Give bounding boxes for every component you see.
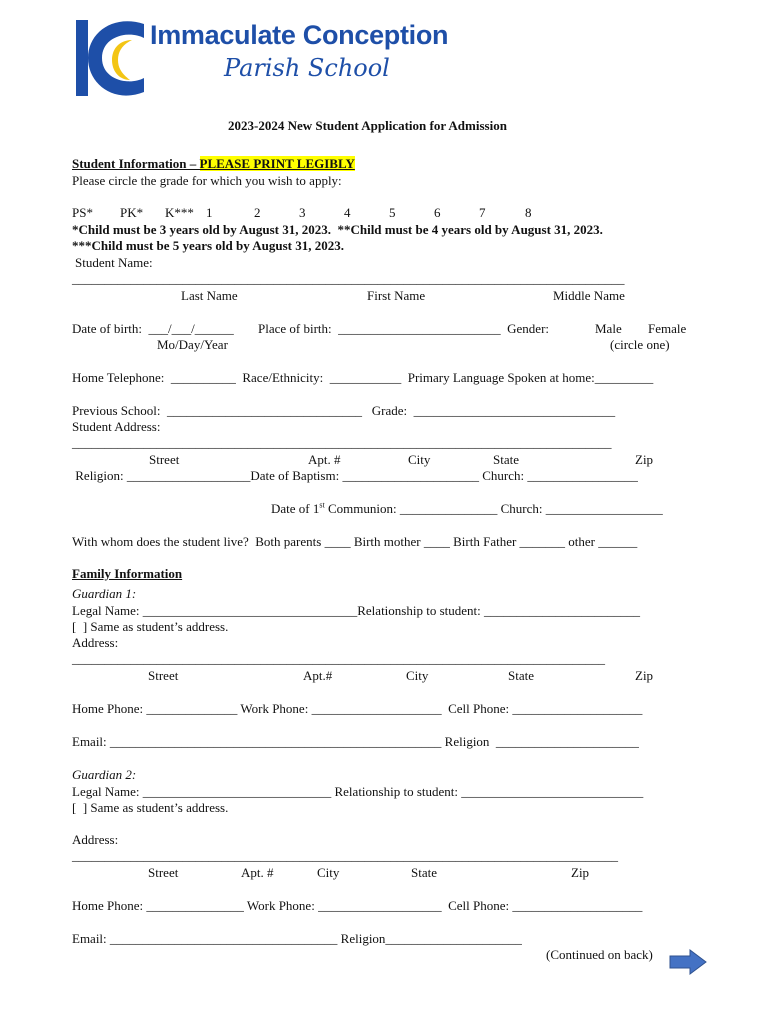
grade-option[interactable]: 5 <box>389 205 396 220</box>
grade-option[interactable]: 1 <box>206 205 213 220</box>
student-address-field[interactable]: ___________________________________________________________________________________ <box>72 435 612 450</box>
continued-on-back-note: (Continued on back) <box>546 947 653 962</box>
state-caption: State <box>493 452 519 467</box>
gender-male-option[interactable]: Male <box>595 321 622 336</box>
dob-format-hint: Mo/Day/Year <box>157 337 228 352</box>
state-caption: State <box>508 668 534 683</box>
family-section-heading: Family Information <box>72 566 183 581</box>
student-name-field[interactable]: _____________________________________________________________________________________ <box>72 271 625 286</box>
grade-option[interactable]: 8 <box>525 205 532 220</box>
gender-female-option[interactable]: Female <box>648 321 687 336</box>
street-caption: Street <box>149 452 180 467</box>
grade-instruction: Please circle the grade for which you wish to apply: <box>72 173 342 188</box>
state-caption: State <box>411 865 437 880</box>
grade-option[interactable]: 6 <box>434 205 441 220</box>
date-of-birth-field[interactable]: Date of birth: ___/___/______ <box>72 321 234 336</box>
guardian2-phones-row[interactable]: Home Phone: _______________ Work Phone: ___________________ Cell Phone: ____________________ <box>72 898 643 913</box>
previous-school-row[interactable]: Previous School: ______________________________ Grade: _______________________________ <box>72 403 616 418</box>
circle-one-hint: (circle one) <box>610 337 670 352</box>
guardian1-phones-row[interactable]: Home Phone: ______________ Work Phone: ____________________ Cell Phone: ____________________ <box>72 701 643 716</box>
apt-caption: Apt. # <box>308 452 341 467</box>
age-note-2: ***Child must be 5 years old by August 31, 2023. <box>72 238 344 253</box>
age-note-1: *Child must be 3 years old by August 31, 2023. **Child must be 4 years old by August 31, 2023. <box>72 222 603 237</box>
print-legibly-highlight: PLEASE PRINT LEGIBLY <box>199 156 355 171</box>
city-caption: City <box>317 865 340 880</box>
guardian1-legal-name-row[interactable]: Legal Name: _________________________________Relationship to student: ________________________ <box>72 603 640 618</box>
student-name-label: Student Name: <box>75 255 153 270</box>
religion-baptism-row[interactable]: Religion: ___________________Date of Baptism: _____________________ Church: _________________ <box>72 468 638 483</box>
grade-option[interactable]: PK* <box>120 205 144 220</box>
guardian1-label: Guardian 1: <box>72 586 137 601</box>
city-caption: City <box>408 452 431 467</box>
apt-caption: Apt.# <box>303 668 333 683</box>
zip-caption: Zip <box>635 452 654 467</box>
guardian2-address-field[interactable]: ____________________________________________________________________________________ <box>72 848 618 863</box>
right-arrow-icon <box>668 948 708 976</box>
page-title: 2023-2024 New Student Application for Admission <box>228 118 507 133</box>
street-caption: Street <box>148 668 179 683</box>
student-section-heading: Student Information – PLEASE PRINT LEGIBLY <box>72 156 355 171</box>
first-name-caption: First Name <box>367 288 426 303</box>
first-communion-row[interactable]: Date of 1st Communion: _______________ Church: __________________ <box>271 500 663 516</box>
grade-option[interactable]: 4 <box>344 205 351 220</box>
city-caption: City <box>406 668 429 683</box>
grade-option[interactable]: 7 <box>479 205 486 220</box>
zip-caption: Zip <box>635 668 654 683</box>
grade-option[interactable]: PS* <box>72 205 93 220</box>
guardian1-address-label: Address: <box>72 635 119 650</box>
guardian2-same-address-checkbox[interactable]: [ ] Same as student’s address. <box>72 800 229 815</box>
guardian2-legal-name-row[interactable]: Legal Name: _____________________________ Relationship to student: ____________________________ <box>72 784 644 799</box>
grade-option[interactable]: K*** <box>165 205 194 220</box>
guardian2-label: Guardian 2: <box>72 767 137 782</box>
zip-caption: Zip <box>571 865 590 880</box>
logo-subtitle: Parish School <box>224 54 390 82</box>
guardian1-address-field[interactable]: __________________________________________________________________________________ <box>72 651 605 666</box>
guardian1-same-address-checkbox[interactable]: [ ] Same as student’s address. <box>72 619 229 634</box>
last-name-caption: Last Name <box>181 288 238 303</box>
grade-option[interactable]: 2 <box>254 205 261 220</box>
school-logo <box>74 18 494 98</box>
ic-monogram-icon <box>74 18 154 98</box>
apt-caption: Apt. # <box>241 865 274 880</box>
guardian2-email-row[interactable]: Email: ___________________________________ Religion_____________________ <box>72 931 522 946</box>
guardian2-address-label: Address: <box>72 832 119 847</box>
middle-name-caption: Middle Name <box>553 288 625 303</box>
grade-option[interactable]: 3 <box>299 205 306 220</box>
guardian1-email-row[interactable]: Email: ___________________________________________________ Religion ______________________ <box>72 734 639 749</box>
lives-with-row[interactable]: With whom does the student live? Both parents ____ Birth mother ____ Birth Father _______ other ______ <box>72 534 638 549</box>
home-telephone-row[interactable]: Home Telephone: __________ Race/Ethnicity: ___________ Primary Language Spoken at home:_________ <box>72 370 654 385</box>
street-caption: Street <box>148 865 179 880</box>
place-of-birth-field[interactable]: Place of birth: _________________________ Gender: <box>258 321 550 336</box>
logo-title: Immaculate Conception <box>150 20 449 50</box>
student-address-label: Student Address: <box>72 419 161 434</box>
